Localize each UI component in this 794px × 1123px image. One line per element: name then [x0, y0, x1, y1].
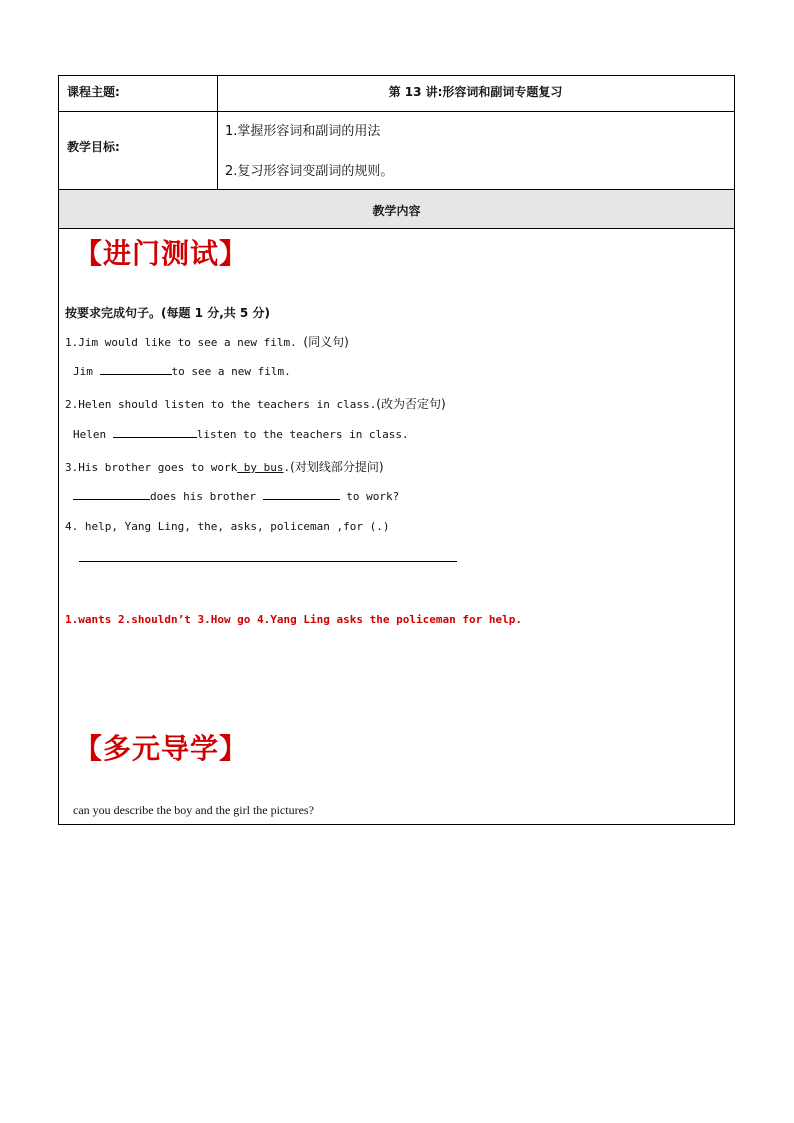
question-1-note: (同义句): [303, 335, 349, 349]
topic-row: [59, 76, 734, 112]
q3-blank-2[interactable]: [263, 489, 340, 500]
question-1: [65, 333, 349, 350]
content-header-row: [59, 190, 734, 229]
q1-blank[interactable]: [100, 364, 172, 375]
topic-label: 课程主题:: [67, 85, 120, 99]
question-3-fill: [73, 489, 399, 503]
question-2: [65, 395, 446, 412]
section-heading-entry-test: 【进门测试】: [74, 237, 249, 270]
answer-key: 1.wants 2.shouldn’t 3.How go 4.Yang Ling asks the policeman for help.: [65, 613, 522, 626]
q2-fill-post: listen to the teachers in class.: [196, 428, 409, 441]
q3-fill-mid: does his brother: [150, 490, 263, 503]
objectives-label: 教学目标:: [67, 140, 120, 154]
q2-fill-pre: Helen: [73, 428, 113, 441]
q3-fill-post: to work?: [339, 490, 400, 503]
topic-value: 第 13 讲:形容词和副词专题复习: [388, 85, 563, 99]
question-1-fill: [73, 364, 291, 378]
section-heading-guided-learning: 【多元导学】: [74, 732, 249, 765]
content-label: 教学内容: [372, 204, 421, 218]
question-3-text: 3.His brother goes to work: [65, 461, 238, 474]
question-4-text: 4. help, Yang Ling, the, asks, policeman ,for (.): [65, 520, 390, 533]
question-4: [65, 520, 390, 533]
question-2-note: (改为否定句): [376, 397, 446, 411]
objectives-row: [59, 112, 734, 190]
lesson-sheet: [58, 75, 735, 825]
question-3-note: (对划线部分提问): [290, 460, 384, 474]
objective-2: 2.复习形容词变副词的规则。: [225, 164, 394, 179]
question-3: [65, 458, 384, 475]
q3-blank-1[interactable]: [73, 489, 150, 500]
question-4-answer-line[interactable]: [79, 561, 457, 562]
question-1-text: 1.Jim would like to see a new film.: [65, 336, 304, 349]
q1-fill-post: to see a new film.: [171, 365, 291, 378]
q1-fill-pre: Jim: [73, 365, 100, 378]
question-3-underlined: by bus: [237, 461, 284, 474]
objective-1: 1.掌握形容词和副词的用法: [225, 124, 381, 139]
instruction: 按要求完成句子。(每题 1 分,共 5 分): [65, 306, 270, 320]
column-divider: [217, 76, 218, 190]
question-2-text: 2.Helen should listen to the teachers in class.: [65, 398, 377, 411]
q2-blank[interactable]: [113, 427, 197, 438]
guided-prompt: can you describe the boy and the girl the pictures?: [73, 803, 314, 817]
question-3-period: .: [283, 461, 291, 474]
question-2-fill: [73, 427, 409, 441]
